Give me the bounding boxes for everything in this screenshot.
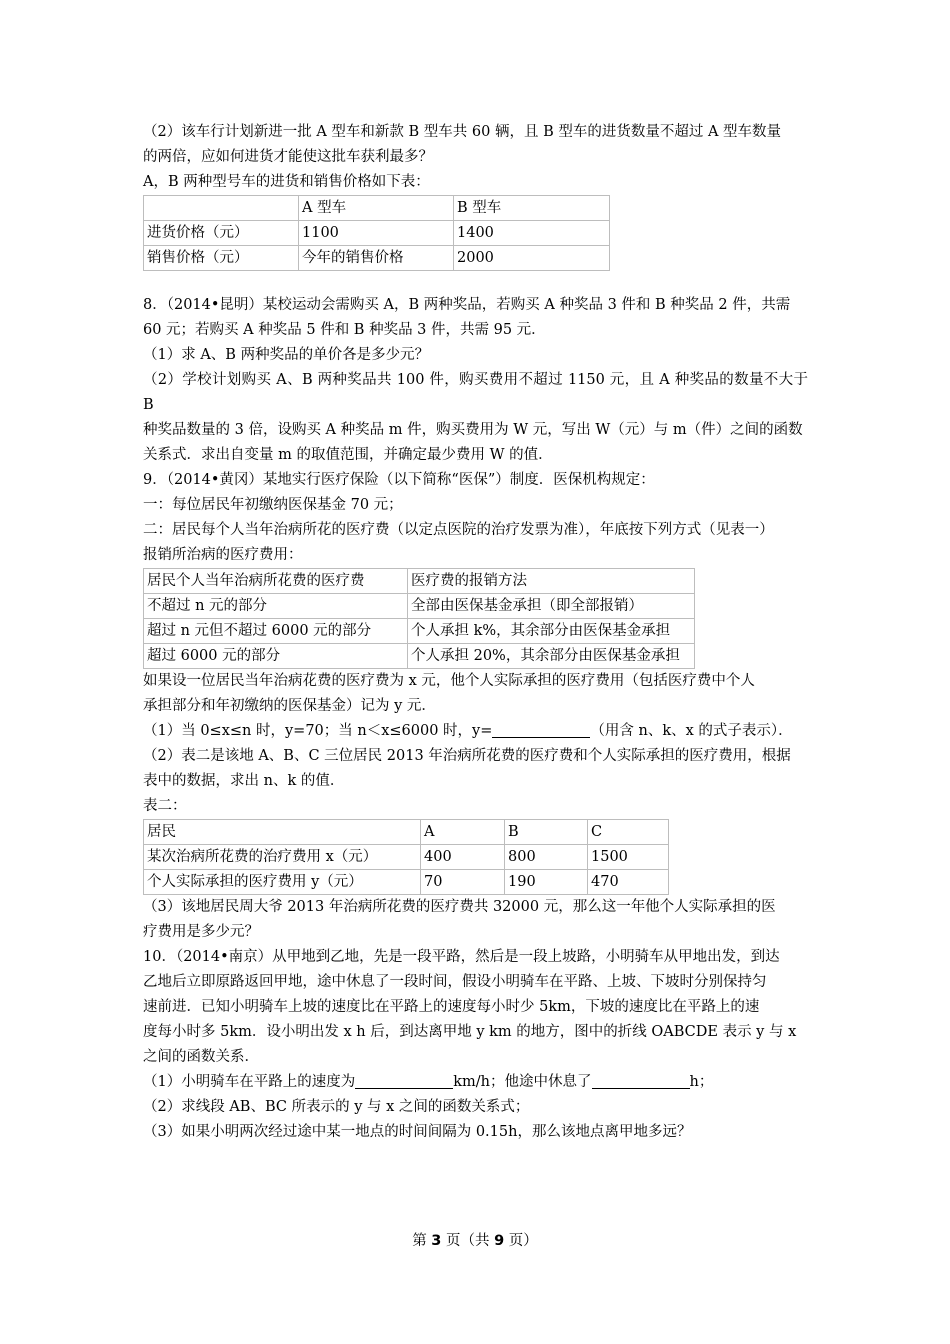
q9-stem-line1: 9．（2014•黄冈）某地实行医疗保险（以下简称“医保”）制度．医保机构规定：	[143, 472, 655, 488]
table-cell: 800	[505, 845, 588, 870]
table-header-row	[144, 820, 669, 845]
table-cell: 个人承担 k%，其余部分由医保基金承担	[408, 619, 695, 644]
q10-part1-text-b: km/h；他途中休息了	[453, 1074, 592, 1090]
q9-part2-line1: （2）表二是该地 A、B、C 三位居民 2013 年治病所花费的医疗费和个人实际承担的医疗费用，根据	[143, 748, 791, 764]
q7-table-intro: A，B 两种型号车的进货和销售价格如下表：	[143, 174, 430, 190]
table-row	[144, 246, 610, 271]
table-row	[144, 619, 695, 644]
q8-part2-line1: （2）学校计划购买 A、B 两种奖品共 100 件，购买费用不超过 1150 元，且 A 种奖品的数量不大于 B	[143, 372, 808, 413]
q9-desc-line2: 承担部分和年初缴纳的医保基金）记为 y 元．	[143, 698, 436, 714]
q10-stem-line1: 10．（2014•南京）从甲地到乙地，先是一段平路，然后是一段上坡路，小明骑车从甲地出发，到达	[143, 949, 780, 965]
q8-stem-line2: 60 元；若购买 A 种奖品 5 件和 B 种奖品 3 件，共需 95 元．	[143, 322, 546, 338]
table-cell: 进货价格（元）	[144, 221, 299, 246]
footer-middle: 页（共	[441, 1233, 495, 1249]
q9-part3-line1: （3）该地居民周大爷 2013 年治病所花费的医疗费共 32000 元，那么这一年他个人实际承担的医	[143, 899, 776, 915]
table-cell: A 型车	[299, 196, 454, 221]
table-cell: A	[421, 820, 505, 845]
table-cell: 销售价格（元）	[144, 246, 299, 271]
q8-part1: （1）求 A、B 两种奖品的单价各是多少元？	[143, 347, 430, 363]
table-row	[144, 870, 669, 895]
table-header-row	[144, 196, 610, 221]
q9-rule2-line2: 报销所治病的医疗费用：	[143, 547, 303, 563]
footer-page-number: 3	[431, 1233, 442, 1249]
table-cell: 超过 n 元但不超过 6000 元的部分	[144, 619, 408, 644]
table-cell: 超过 6000 元的部分	[144, 644, 408, 669]
q10-stem-line2: 乙地后立即原路返回甲地，途中休息了一段时间，假设小明骑车在平路、上坡、下坡时分别保持匀	[143, 974, 767, 990]
table-cell: 个人实际承担的医疗费用 y（元）	[144, 870, 421, 895]
table-cell: 今年的销售价格	[299, 246, 454, 271]
table-cell: 医疗费的报销方法	[408, 569, 695, 594]
table-cell: 全部由医保基金承担（即全部报销）	[408, 594, 695, 619]
q7-part2-line1: （2）该车行计划新进一批 A 型车和新款 B 型车共 60 辆，且 B 型车的进货数量不超过 A 型车数量	[143, 124, 782, 140]
table-cell: 不超过 n 元的部分	[144, 594, 408, 619]
table-row	[144, 594, 695, 619]
footer-total-pages: 9	[494, 1233, 505, 1249]
footer-suffix: 页）	[504, 1233, 538, 1249]
q9-part1	[143, 719, 808, 744]
page-footer	[0, 1229, 950, 1250]
q7-price-table	[143, 195, 610, 271]
q9-table2	[143, 819, 669, 895]
table-cell: 个人承担 20%，其余部分由医保基金承担	[408, 644, 695, 669]
q9-part3-line2: 疗费用是多少元？	[143, 924, 259, 940]
q8-part2-line3: 关系式．求出自变量 m 的取值范围，并确定最少费用 W 的值．	[143, 447, 553, 463]
q8-stem-line1: 8．（2014•昆明）某校运动会需购买 A，B 两种奖品，若购买 A 种奖品 3 件和 B 种奖品 2 件，共需	[143, 297, 791, 313]
q10-part1-text-a: （1）小明骑车在平路上的速度为	[143, 1074, 356, 1090]
q9-rule2-line1: 二：居民每个人当年治病所花的医疗费（以定点医院的治疗发票为准），年底按下列方式（见表一）	[143, 522, 774, 538]
answer-blank[interactable]	[592, 1070, 690, 1089]
table-cell: 190	[505, 870, 588, 895]
table-cell: C	[588, 820, 669, 845]
q8-part2-line2: 种奖品数量的 3 倍，设购买 A 种奖品 m 件，购买费用为 W 元，写出 W（元）与 m（件）之间的函数	[143, 422, 803, 438]
table-row	[144, 644, 695, 669]
table-cell: 70	[421, 870, 505, 895]
q9-rule1: 一：每位居民年初缴纳医保基金 70 元；	[143, 497, 403, 513]
table-cell	[144, 196, 299, 221]
q10-stem-line3: 速前进．已知小明骑车上坡的速度比在平路上的速度每小时少 5km，下坡的速度比在平路上的速	[143, 999, 760, 1015]
table-cell: 2000	[454, 246, 610, 271]
table-header-row	[144, 569, 695, 594]
q7-part2-line2: 的两倍，应如何进货才能使这批车获利最多？	[143, 149, 433, 165]
q10-part1-text-c: h；	[689, 1074, 714, 1090]
answer-blank[interactable]	[492, 719, 590, 738]
table-cell: 居民个人当年治病所花费的医疗费	[144, 569, 408, 594]
q9-table2-label: 表二：	[143, 798, 187, 814]
q9-part1-text-b: （用含 n、k、x 的式子表示）．	[590, 723, 793, 739]
table-row	[144, 845, 669, 870]
table-cell: 1400	[454, 221, 610, 246]
table-cell: 1100	[299, 221, 454, 246]
answer-blank[interactable]	[355, 1070, 453, 1089]
q9-table1	[143, 568, 695, 669]
table-cell: 400	[421, 845, 505, 870]
footer-prefix: 第	[412, 1233, 432, 1249]
table-cell: 470	[588, 870, 669, 895]
q9-part2-line2: 表中的数据，求出 n、k 的值．	[143, 773, 345, 789]
page-content	[143, 120, 808, 1145]
table-row	[144, 221, 610, 246]
q10-part1	[143, 1070, 808, 1095]
table-cell: 某次治病所花费的治疗费用 x（元）	[144, 845, 421, 870]
q10-stem-line5: 之间的函数关系．	[143, 1049, 259, 1065]
table-cell: B 型车	[454, 196, 610, 221]
table-cell: 1500	[588, 845, 669, 870]
q10-part2: （2）求线段 AB、BC 所表示的 y 与 x 之间的函数关系式；	[143, 1099, 530, 1115]
table-cell: B	[505, 820, 588, 845]
table-cell: 居民	[144, 820, 421, 845]
q9-part1-text-a: （1）当 0≤x≤n 时，y=70；当 n＜x≤6000 时，y=	[143, 723, 493, 739]
q9-desc-line1: 如果设一位居民当年治病花费的医疗费为 x 元，他个人实际承担的医疗费用（包括医疗费中个人	[143, 673, 755, 689]
q10-stem-line4: 度每小时多 5km．设小明出发 x h 后，到达离甲地 y km 的地方，图中的折线 OABCDE 表示 y 与 x	[143, 1024, 797, 1040]
q10-part3: （3）如果小明两次经过途中某一地点的时间间隔为 0.15h，那么该地点离甲地多远？	[143, 1124, 692, 1140]
